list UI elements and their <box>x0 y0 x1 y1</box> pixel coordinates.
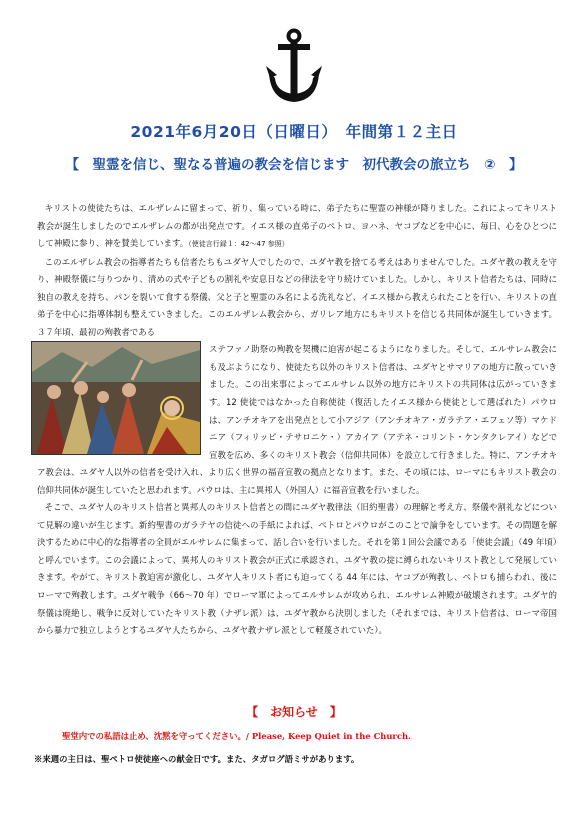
scripture-reference: （使徒言行録１：42～47 参照） <box>188 240 289 249</box>
stoning-painting-image <box>31 341 201 455</box>
silence-notice: 聖堂内での私語は止め、沈黙を守ってください。/ Please, Keep Quiet in the Church. <box>62 731 411 741</box>
article-body <box>37 200 557 640</box>
article-paragraph-1 <box>37 200 557 254</box>
paragraph-2-text-b: ステファノ助祭の殉教を契機に迫害が起こるようになりました。そして、エルサレム教会にも及ぶようになり、使徒たち以外のキリスト信者は、ユダヤとサマリアの地方に散っていきました。この出来事によってエルサレム以外の地方にキリストの共同体は広がっていきます。12 使徒ではなかった自称使徒（復活したイエス様から使徒として選ばれた）パウロは、アンチオキアを出発点として小アジア（アンチオキア・ガラテア・エフェソ等）マケドニア（フィリッピ・テサロニケ・）アカイア（アテネ・コリント・ケンタクレアイ）などで宣教を広め、多くのキリスト教会（信仰共同体）を設立して行きました。特に、アンチオキア教会は、ユダヤ人以外の信者を受け入れ、より広く世界の福音宣教の拠点となります。また、その頃には、ローマにもキリスト教会の信仰共同体が誕生していたと思われます。パウロは、主に異邦人（外国人）に福音宣教を行いました。 <box>37 344 557 495</box>
bulletin-theme: 【 聖霊を信じ、聖なる普遍の教会を信じます 初代教会の旅立ち ② 】 <box>65 157 523 173</box>
next-sunday-notice: ※来週の主日は、聖ペトロ使徒座への献金日です。また、タガログ語ミサがあります。 <box>34 754 360 764</box>
anchor-icon <box>266 28 322 106</box>
notice-heading: 【 お知らせ 】 <box>246 705 342 719</box>
article-paragraph-2 <box>37 254 557 500</box>
paragraph-1-text: キリストの使徒たちは、エルザレムに留まって、祈り、集っている時に、弟子たちに聖霊の神様が降りました。これによってキリスト教会が誕生しましたのでエルザレムの都が出発点です。イエス様の直弟子のペトロ、ヨハネ、ヤコブなどを中心に、毎日、心をひとつにして神殿に参り、神を賛美しています。 <box>37 203 557 249</box>
bulletin-date: 2021年6月20日（日曜日） 年間第１２主日 <box>130 123 458 141</box>
paragraph-2-text-a: このエルザレム教会の指導者たちも信者たちもユダヤ人でしたので、ユダヤ教を捨てる考えはありませんでした。ユダヤ教の教えを守り、神殿祭儀に与りつかり、清めの式や子どもの割礼や安息日などの律法を守り続けていました。しかし、キリスト信者たちは、同時に独自の教えを持ち、パンを裂いて食する祭儀、父と子と聖霊のみ名による洗礼など、イエス様から教えられたことを行い、キリストの直弟子を中心に指導体制も整えていきました。このエルザレム教会から、ガリレア地方にもキリストを信じる共同体が誕生していきます。３７年頃、最初の殉教者である <box>37 256 557 337</box>
article-paragraph-3: そこで、ユダヤ人のキリスト信者と異邦人のキリスト信者との間にユダヤ教律法（旧約聖書）の理解と考え方、祭儀や割礼などについて見解の違いが生じます。新約聖書のガラテヤの信徒への手紙によれば、ペトロとパウロがこのことで論争をしています。その問題を解決するために中心的な指導者の全員がエルサレムに集まって、話し合いを行いました。それを第１回公会議である「使徒会議」（49 年頃）と呼んでいます。この会議によって、異邦人のキリスト教会が正式に承認され、ユダヤ教の掟に縛られないキリスト教として発展していきます。やがて、キリスト教迫害が激化し、ユダヤ人キリスト者にも迫ってくる 44 年には、ヤコブが殉教し、ペトロも捕らわれ、後にローマで殉教します。ユダヤ戦争（66～70 年）でローマ軍によってエルサレムが攻められ、エルサレム神殿が破壊されます。ユダヤ的祭儀は廃絶し、戦争に反対していたキリスト教（ナザレ派）は、ユダヤ教から決別しました（それまでは、キリスト信者は、ローマ帝国から暴力で独立しようとするユダヤ人たちから、ユダヤ教ナザレ派として軽蔑されていた）。 <box>37 502 557 636</box>
